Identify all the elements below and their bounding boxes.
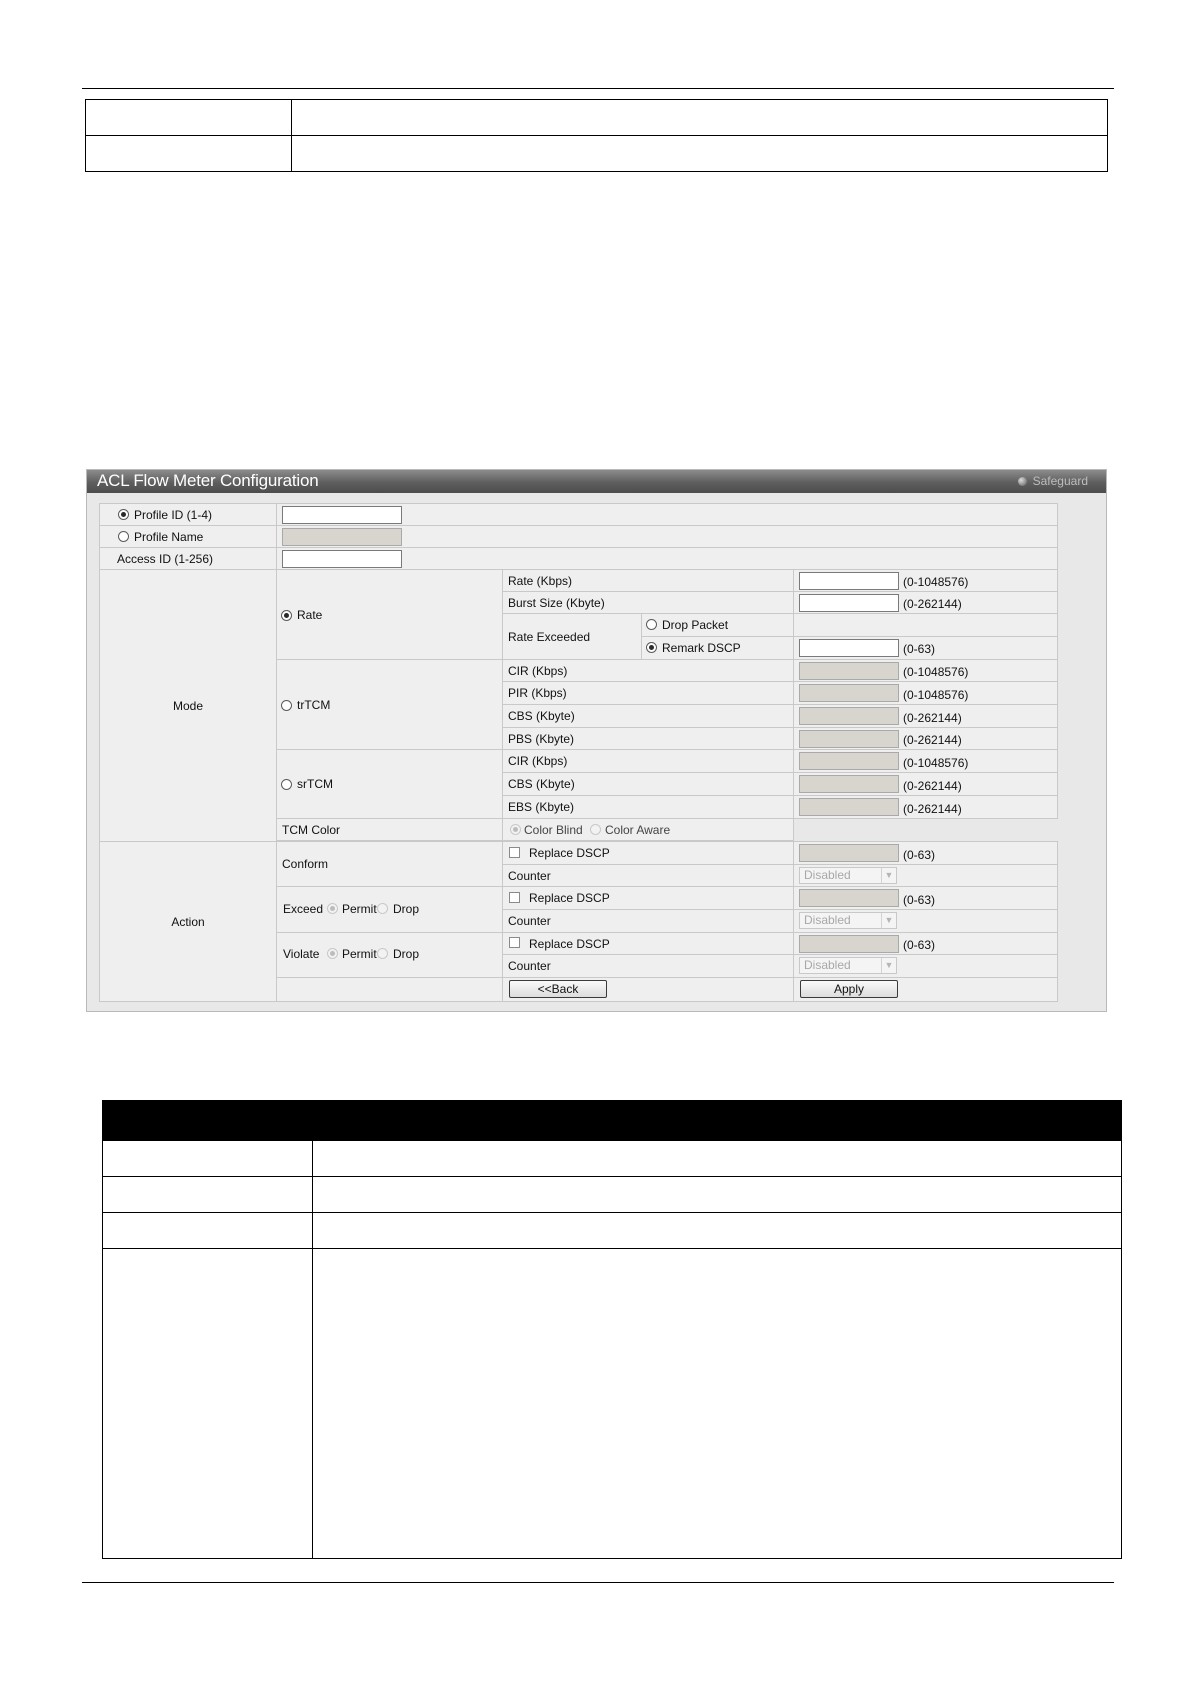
drop-packet-value-cell [793,613,1058,637]
srtcm-cir-label-cell [502,749,794,773]
violate-dscp-input[interactable] [799,935,899,953]
conform-counter-select[interactable] [799,867,897,884]
srtcm-mode-cell [276,749,503,819]
color-aware-radio[interactable] [590,824,601,835]
profile-name-input[interactable] [282,528,402,546]
acl-flow-meter-panel [86,469,1107,1012]
violate-permit-radio[interactable] [327,948,338,959]
violate-counter-label-cell [502,954,794,978]
access-id-input[interactable] [282,550,402,568]
srtcm-cbs-range: (0-262144) [903,779,962,793]
srtcm-cbs-label-cell [502,772,794,796]
trtcm-cir-label-cell [502,659,794,682]
rate-kbps-input[interactable] [799,572,899,590]
srtcm-cir-range: (0-1048576) [903,756,969,770]
table-row [103,1249,1122,1559]
drop-packet-label: Drop Packet [662,618,729,632]
exceed-permit-radio[interactable] [327,903,338,914]
button-row-spacer [276,977,503,1002]
trtcm-mode-radio[interactable] [281,700,292,711]
back-button[interactable]: <<Back [509,980,607,998]
remark-dscp-cell [641,636,794,660]
srtcm-cbs-input[interactable] [799,775,899,793]
conform-dscp-range: (0-63) [903,848,936,862]
trtcm-cbs-range: (0-262144) [903,711,962,725]
conform-replace-dscp-cell [502,841,794,865]
access-id-label-cell [99,547,277,570]
table-row [86,100,1108,136]
drop-packet-cell [641,613,794,637]
rate-exceeded-label: Rate Exceeded [508,629,591,644]
safeguard-icon [1018,477,1027,486]
srtcm-cir-label: CIR (Kbps) [508,754,568,768]
safeguard-label: Safeguard [1032,474,1088,488]
exceed-drop-radio[interactable] [377,903,388,914]
trtcm-mode-label: trTCM [297,697,331,712]
exceed-counter-select[interactable] [799,912,897,929]
trtcm-pbs-label: PBS (Kbyte) [508,731,575,746]
srtcm-cbs-label: CBS (Kbyte) [508,777,575,791]
conform-counter-label-cell [502,864,794,887]
exceed-label: Exceed [283,902,324,916]
exceed-replace-dscp-label: Replace DSCP [529,891,610,905]
rate-mode-radio[interactable] [281,610,292,621]
table-row [86,136,1108,172]
trtcm-cbs-label-cell [502,704,794,728]
exceed-dscp-input[interactable] [799,889,899,907]
exceed-replace-dscp-cell [502,886,794,910]
mode-label-cell [99,569,277,842]
profile-id-input[interactable] [282,506,402,524]
violate-drop-label: Drop [393,947,420,961]
trtcm-cir-range: (0-1048576) [903,665,969,679]
violate-drop-radio[interactable] [377,948,388,959]
rate-mode-cell [276,569,503,660]
trtcm-cir-input[interactable] [799,662,899,680]
remark-dscp-range: (0-63) [903,642,936,656]
remark-dscp-radio[interactable] [646,642,657,653]
srtcm-ebs-range: (0-262144) [903,802,962,816]
exceed-counter-value: Disabled [804,913,851,927]
table-row [103,1177,1122,1213]
color-aware-label: Color Aware [605,823,671,837]
chevron-down-icon: ▼ [881,958,896,973]
exceed-replace-dscp-checkbox[interactable] [509,892,520,903]
top-table [85,99,1108,172]
profile-name-label: Profile Name [134,529,204,544]
profile-id-label: Profile ID (1-4) [134,507,213,522]
violate-dscp-range: (0-63) [903,938,936,952]
trtcm-pbs-input[interactable] [799,730,899,748]
apply-button[interactable]: Apply [800,980,898,998]
conform-dscp-input[interactable] [799,844,899,862]
tcm-color-label: TCM Color [282,822,341,837]
violate-replace-dscp-checkbox[interactable] [509,937,520,948]
violate-label: Violate [283,947,320,961]
action-label-cell [99,841,277,1002]
exceed-dscp-range: (0-63) [903,893,936,907]
exceed-drop-label: Drop [393,902,420,916]
exceed-permit-label: Permit [342,902,377,916]
panel-header [87,470,1106,493]
conform-counter-label: Counter [508,868,551,883]
panel-title: ACL Flow Meter Configuration [97,471,319,490]
violate-replace-dscp-cell [502,932,794,955]
remark-dscp-input[interactable] [799,639,899,657]
srtcm-ebs-label: EBS (Kbyte) [508,800,575,814]
bottom-table-header [102,1100,1122,1141]
srtcm-cir-input[interactable] [799,752,899,770]
violate-counter-value: Disabled [804,958,851,972]
conform-replace-dscp-checkbox[interactable] [509,847,520,858]
table-row [103,1141,1122,1177]
footer-rule [82,1582,1114,1583]
trtcm-pir-input[interactable] [799,684,899,702]
violate-counter-select[interactable] [799,957,897,974]
table-row [103,1213,1122,1249]
exceed-counter-label-cell [502,909,794,933]
rate-kbps-label: Rate (Kbps) [508,573,573,588]
burst-size-range: (0-262144) [903,597,962,611]
trtcm-pir-range: (0-1048576) [903,688,969,702]
safeguard-indicator [1018,474,1088,488]
mode-label: Mode [172,698,204,713]
trtcm-mode-cell [276,659,503,750]
srtcm-mode-label: srTCM [297,777,333,791]
profile-id-radio[interactable] [118,509,129,520]
trtcm-pbs-range: (0-262144) [903,733,962,747]
color-blind-radio[interactable] [510,824,521,835]
rate-kbps-label-cell [502,569,794,592]
violate-replace-dscp-label: Replace DSCP [529,936,610,951]
srtcm-ebs-label-cell [502,795,794,819]
rate-kbps-range: (0-1048576) [903,575,969,589]
trtcm-pir-label: PIR (Kbps) [508,686,567,700]
rate-mode-label: Rate [297,607,323,622]
trtcm-pbs-label-cell [502,727,794,750]
violate-counter-label: Counter [508,959,551,973]
remark-dscp-label: Remark DSCP [662,641,741,655]
drop-packet-radio[interactable] [646,619,657,630]
rate-exceeded-label-cell [502,613,642,660]
chevron-down-icon: ▼ [881,913,896,928]
violate-permit-label: Permit [342,947,377,961]
action-label: Action [171,914,205,929]
tcm-color-label-cell [276,818,503,841]
burst-size-label-cell [502,591,794,614]
profile-name-radio[interactable] [118,531,129,542]
trtcm-cir-label: CIR (Kbps) [508,663,568,678]
burst-size-label: Burst Size (Kbyte) [508,595,605,610]
header-rule [82,88,1114,89]
bottom-table [102,1140,1122,1559]
burst-size-input[interactable] [799,594,899,612]
color-blind-label: Color Blind [524,823,583,837]
srtcm-mode-radio[interactable] [281,779,292,790]
conform-counter-value: Disabled [804,868,851,882]
conform-replace-dscp-label: Replace DSCP [529,846,610,860]
chevron-down-icon: ▼ [881,868,896,883]
conform-label: Conform [282,857,329,871]
trtcm-pir-label-cell [502,681,794,705]
trtcm-cbs-input[interactable] [799,707,899,725]
access-id-label: Access ID (1-256) [117,551,214,566]
exceed-counter-label: Counter [508,914,551,928]
srtcm-ebs-input[interactable] [799,798,899,816]
trtcm-cbs-label: CBS (Kbyte) [508,709,575,723]
conform-label-cell [276,841,503,887]
